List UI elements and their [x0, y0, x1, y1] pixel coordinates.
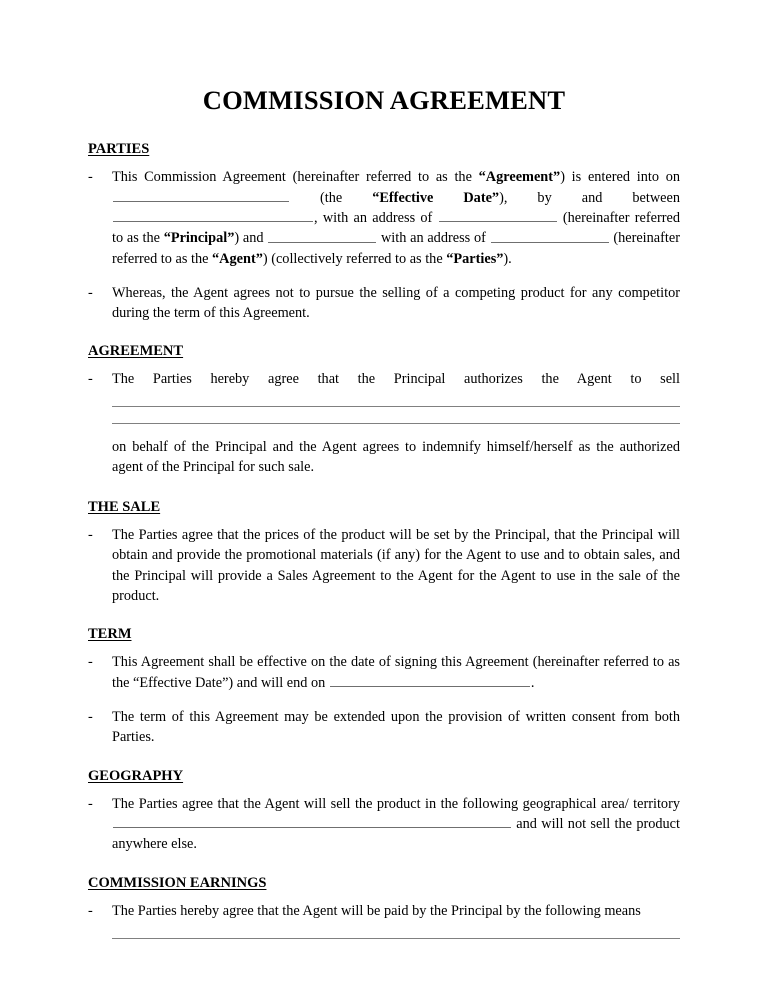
text-run: ) (collectively referred to as the — [262, 250, 447, 267]
section-the-sale — [88, 498, 680, 606]
text-run: ). — [503, 250, 512, 267]
term-agent: “Agent” — [212, 250, 263, 267]
bullet-dash: - — [88, 526, 93, 543]
blank-field-principal-name[interactable] — [113, 208, 313, 222]
text-run: ), by and between — [499, 189, 680, 206]
section-term — [88, 625, 680, 747]
text-run: ) is entered into on — [560, 169, 681, 186]
list-item — [88, 525, 680, 606]
agreement-authorization-text-before: The Parties hereby agree that the Principal authorizes the Agent to sell — [112, 370, 680, 387]
section-commission-earnings — [88, 874, 680, 939]
page-title: COMMISSION AGREEMENT — [202, 85, 566, 115]
document-body — [88, 86, 680, 954]
section-heading-commission-earnings: COMMISSION EARNINGS — [88, 874, 267, 891]
text-run: with an address of — [377, 230, 490, 247]
blank-field-territory[interactable] — [113, 814, 511, 828]
blank-line-product-2[interactable] — [112, 423, 680, 424]
blank-field-agent-address[interactable] — [491, 228, 609, 242]
commission-means-text: The Parties hereby agree that the Agent will be paid by the Principal by the following means — [112, 902, 641, 919]
blank-line-commission-means[interactable] — [112, 938, 680, 939]
list-item — [88, 794, 680, 855]
term-principal: “Principal” — [163, 230, 235, 247]
term-extension-text: The term of this Agreement may be extended upon the provision of written consent from both Parties. — [112, 708, 680, 746]
blank-field-end-date[interactable] — [330, 673, 530, 687]
blank-field-effective-date[interactable] — [113, 188, 289, 202]
blank-field-principal-address[interactable] — [439, 208, 557, 222]
section-heading-term: TERM — [88, 626, 132, 643]
geography-territory-text — [112, 794, 680, 855]
term-parties: “Parties” — [446, 250, 504, 267]
text-run: ) and — [234, 230, 268, 247]
list-item — [88, 652, 680, 693]
bullet-dash: - — [88, 708, 93, 725]
section-heading-agreement: AGREEMENT — [88, 342, 184, 359]
text-run: The Parties agree that the Agent will sell the product in the following geographical area/ territory — [112, 795, 680, 812]
bullet-dash: - — [88, 370, 93, 387]
section-heading-parties: PARTIES — [88, 141, 150, 158]
agreement-authorization-text-after: on behalf of the Principal and the Agent agrees to indemnify himself/herself as the authorized agent of the Principal for such sale. — [112, 439, 680, 476]
parties-noncompete-text: Whereas, the Agent agrees not to pursue the selling of a competing product for any competitor during the term of this Agreement. — [112, 285, 680, 322]
bullet-dash: - — [88, 795, 93, 812]
section-heading-the-sale: THE SALE — [88, 498, 161, 515]
list-item — [88, 167, 680, 269]
term-effective-text — [112, 652, 680, 693]
text-run: (the — [290, 189, 373, 206]
list-item — [88, 901, 680, 939]
the-sale-terms-text: The Parties agree that the prices of the product will be set by the Principal, that the Principal will obtain and provide the promotional materials (if any) for the Agent to use and to obtain sales, and the Principal will provide a Sales Agreement to the Agent for the Agent to use in the sale of the product. — [112, 526, 680, 604]
list-item — [88, 369, 680, 478]
blank-field-agent-name[interactable] — [268, 228, 376, 242]
text-run: This Commission Agreement (hereinafter referred to as the — [112, 169, 479, 186]
text-run: and will not sell the product anywhere else. — [112, 816, 680, 853]
bullet-dash: - — [88, 169, 93, 186]
text-run: (hereinafter referred to as the — [112, 210, 680, 247]
section-parties — [88, 140, 680, 324]
bullet-dash: - — [88, 654, 93, 671]
bullet-dash: - — [88, 285, 93, 302]
list-item — [88, 707, 680, 748]
list-item — [88, 283, 680, 324]
text-run: , with an address of — [314, 210, 438, 227]
section-heading-geography: GEOGRAPHY — [88, 767, 184, 784]
term-effective-date: “Effective Date” — [372, 189, 500, 206]
blank-line-product-1[interactable] — [112, 406, 680, 407]
term-agreement: “Agreement” — [478, 169, 561, 186]
parties-intro-text — [112, 167, 680, 269]
text-run: This Agreement shall be effective on the date of signing this Agreement (hereinafter referred to as the “Effective Date”) and will end on — [112, 654, 680, 691]
bullet-dash: - — [88, 902, 93, 919]
text-run: (hereinafter referred to as the — [112, 230, 680, 267]
section-geography — [88, 767, 680, 855]
text-run: . — [530, 674, 535, 691]
section-agreement — [88, 342, 680, 478]
